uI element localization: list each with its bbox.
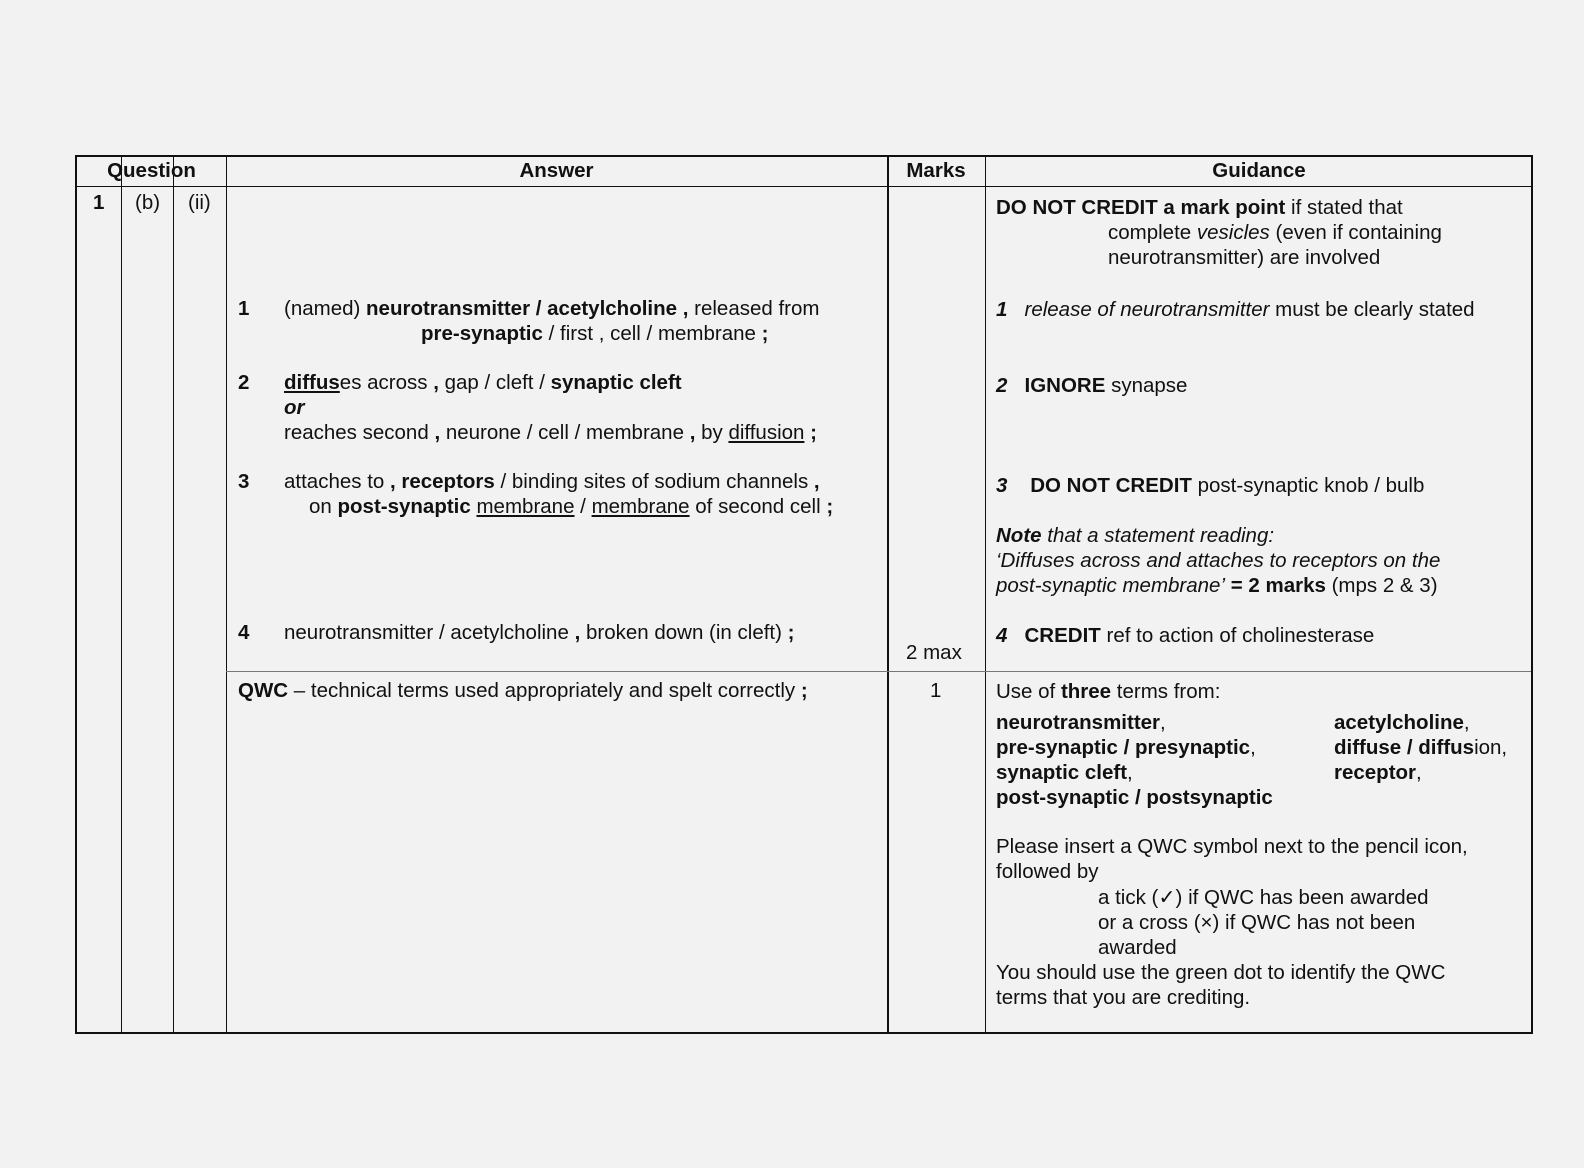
qwc-instruction-tick: a tick (✓) if QWC has been awarded bbox=[1098, 886, 1429, 909]
header-guidance: Guidance bbox=[1212, 159, 1306, 182]
header-question: Question bbox=[107, 159, 196, 182]
qwc-instruction-line1: Please insert a QWC symbol next to the pencil icon, bbox=[996, 835, 1468, 858]
qwc-term-presynaptic: pre-synaptic / presynaptic, bbox=[996, 736, 1256, 759]
guidance-intro-line1: DO NOT CREDIT a mark point if stated that bbox=[996, 196, 1403, 219]
answer-point-1-line2: pre-synaptic / first , cell / membrane ; bbox=[421, 322, 769, 345]
guidance-note-line3: post-synaptic membrane’ = 2 marks (mps 2 & 3) bbox=[996, 574, 1438, 597]
question-subpart: (ii) bbox=[188, 191, 211, 214]
guidance-intro-line3: neurotransmitter) are involved bbox=[1108, 246, 1381, 269]
qwc-instruction-awarded: awarded bbox=[1098, 936, 1177, 959]
qwc-term-acetylcholine: acetylcholine, bbox=[1334, 711, 1470, 734]
qwc-instruction-green-dot1: You should use the green dot to identify the QWC bbox=[996, 961, 1446, 984]
qwc-term-receptor: receptor, bbox=[1334, 761, 1422, 784]
answer-point-2-line3: reaches second , neurone / cell / membrane , by diffusion ; bbox=[284, 421, 817, 444]
qwc-use-of-three: Use of three terms from: bbox=[996, 680, 1221, 703]
header-marks: Marks bbox=[906, 159, 966, 182]
header-answer: Answer bbox=[519, 159, 594, 182]
qwc-term-diffuse: diffuse / diffusion, bbox=[1334, 736, 1508, 759]
qwc-instruction-green-dot2: terms that you are crediting. bbox=[996, 986, 1251, 1009]
guidance-point-1: 1 release of neurotransmitter must be clearly stated bbox=[996, 298, 1475, 321]
answer-point-number: 3 bbox=[238, 470, 250, 493]
qwc-instruction-cross: or a cross (×) if QWC has not been bbox=[1098, 911, 1416, 934]
answer-point-4: neurotransmitter / acetylcholine , broken down (in cleft) ; bbox=[284, 621, 795, 644]
guidance-note-line1: Note that a statement reading: bbox=[996, 524, 1275, 547]
header-divider bbox=[77, 186, 1531, 187]
guidance-point-2: 2 IGNORE synapse bbox=[996, 374, 1188, 397]
answer-point-number: 4 bbox=[238, 621, 250, 644]
qwc-instruction-line2: followed by bbox=[996, 860, 1099, 883]
answer-point-number: 2 bbox=[238, 371, 250, 394]
answer-point-1-line1: (named) neurotransmitter / acetylcholine , released from bbox=[284, 297, 820, 320]
answer-point-3-line1: attaches to , receptors / binding sites of sodium channels , bbox=[284, 470, 820, 493]
marks-qwc: 1 bbox=[930, 679, 942, 702]
marks-max: 2 max bbox=[906, 641, 962, 664]
question-number: 1 bbox=[93, 191, 105, 214]
column-divider bbox=[226, 157, 227, 1032]
guidance-intro-line2: complete vesicles (even if containing bbox=[1108, 221, 1442, 244]
qwc-answer: QWC – technical terms used appropriately and spelt correctly ; bbox=[238, 679, 808, 702]
column-divider bbox=[121, 157, 122, 1032]
guidance-point-3: 3 DO NOT CREDIT post-synaptic knob / bulb bbox=[996, 474, 1425, 497]
guidance-note-line2: ‘Diffuses across and attaches to receptors on the bbox=[996, 549, 1441, 572]
row-divider bbox=[226, 671, 1531, 672]
column-divider bbox=[173, 157, 174, 1032]
mark-scheme-table bbox=[75, 155, 1533, 1034]
column-divider bbox=[887, 157, 889, 1032]
question-part: (b) bbox=[135, 191, 161, 214]
column-divider bbox=[985, 157, 986, 1032]
qwc-term-synaptic-cleft: synaptic cleft, bbox=[996, 761, 1133, 784]
qwc-term-neurotransmitter: neurotransmitter, bbox=[996, 711, 1166, 734]
answer-point-2-line1: diffuses across , gap / cleft / synaptic cleft bbox=[284, 371, 682, 394]
qwc-term-postsynaptic: post-synaptic / postsynaptic bbox=[996, 786, 1273, 809]
answer-point-3-line2: on post-synaptic membrane / membrane of second cell ; bbox=[309, 495, 834, 518]
guidance-point-4: 4 CREDIT ref to action of cholinesterase bbox=[996, 624, 1375, 647]
answer-point-2-or: or bbox=[284, 396, 305, 419]
answer-point-number: 1 bbox=[238, 297, 250, 320]
